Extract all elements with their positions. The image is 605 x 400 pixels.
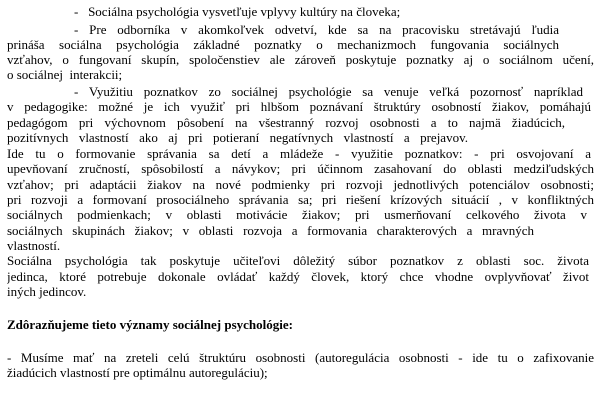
text-line: žiadúcich vlastností pre optimálnu autoreguláciu); <box>7 365 268 380</box>
text-line: pedagógom pri výchovnom pôsobení na všestranný rozvoj osobnosti a to najmä žiadúcich, <box>7 115 565 130</box>
text-line: vzťahov, o fungovaní skupín, spoločenstiev ale zároveň poskytuje poznatky aj o sociálnom učení, <box>7 52 594 67</box>
text-line: - Pre odborníka v akomkoľvek odvetví, kde sa na pracovisku stretávajú ľudia <box>74 22 559 37</box>
text-line: prináša sociálna psychológia základné poznatky o mechanizmoch fungovania sociálnych <box>7 37 559 52</box>
text-line: o sociálnej interakcii; <box>7 67 123 82</box>
text-line: v pedagogike: možné je ich využiť pri hlbšom poznávaní štruktúry osobností žiakov, pomáhajú <box>7 99 591 114</box>
text-line: pozitívnych vlastností ako aj pri potieraní negatívnych vlastností a prejavov. <box>7 130 468 145</box>
text-line: sociálnych skupinách žiakov; v oblasti rozvoja a formovania charakterových a mravných <box>7 223 534 238</box>
text-line: sociálnych podmienkach; v oblasti motivácie žiakov; pri usmerňovaní celkového života v <box>7 207 587 222</box>
text-line: - Musíme mať na zreteli celú štruktúru osobnosti (autoregulácia osobnosti - ide tu o zafixovanie <box>7 350 594 365</box>
text-line: jedinca, ktoré potrebuje dokonale ovládať každý človek, ktorý chce vhodne ovplyvňovať život <box>7 269 589 284</box>
section-heading: Zdôrazňujeme tieto významy sociálnej psychológie: <box>7 317 293 332</box>
text-line: iných jedincov. <box>7 284 87 299</box>
text-line: vlastností. <box>7 238 61 253</box>
text-line: upevňovaní zručností, spôsobilostí a návykov; pri účinnom zasahovaní do oblasti medziľudských <box>7 161 594 176</box>
text-line: Sociálna psychológia tak poskytuje učiteľovi dôležitý súbor poznatkov z oblasti soc. života <box>7 253 589 268</box>
text-line: vzťahov; pri adaptácii žiakov na nové podmienky pri rozvoji jednotlivých potenciálov osobnosti; <box>7 177 594 192</box>
text-line: - Využitiu poznatkov zo sociálnej psychológie sa venuje veľká pozornosť napríklad <box>74 84 583 99</box>
text-line: Ide tu o formovanie správania sa detí a mládeže - využitie poznatkov: - pri osvojovaní a <box>7 146 591 161</box>
text-line: - Sociálna psychológia vysvetľuje vplyvy kultúry na človeka; <box>74 4 401 19</box>
text-line: pri rozvoji a formovaní prosociálneho správania sa; pri riešení krízových situácií , v konfliktných <box>7 192 594 207</box>
